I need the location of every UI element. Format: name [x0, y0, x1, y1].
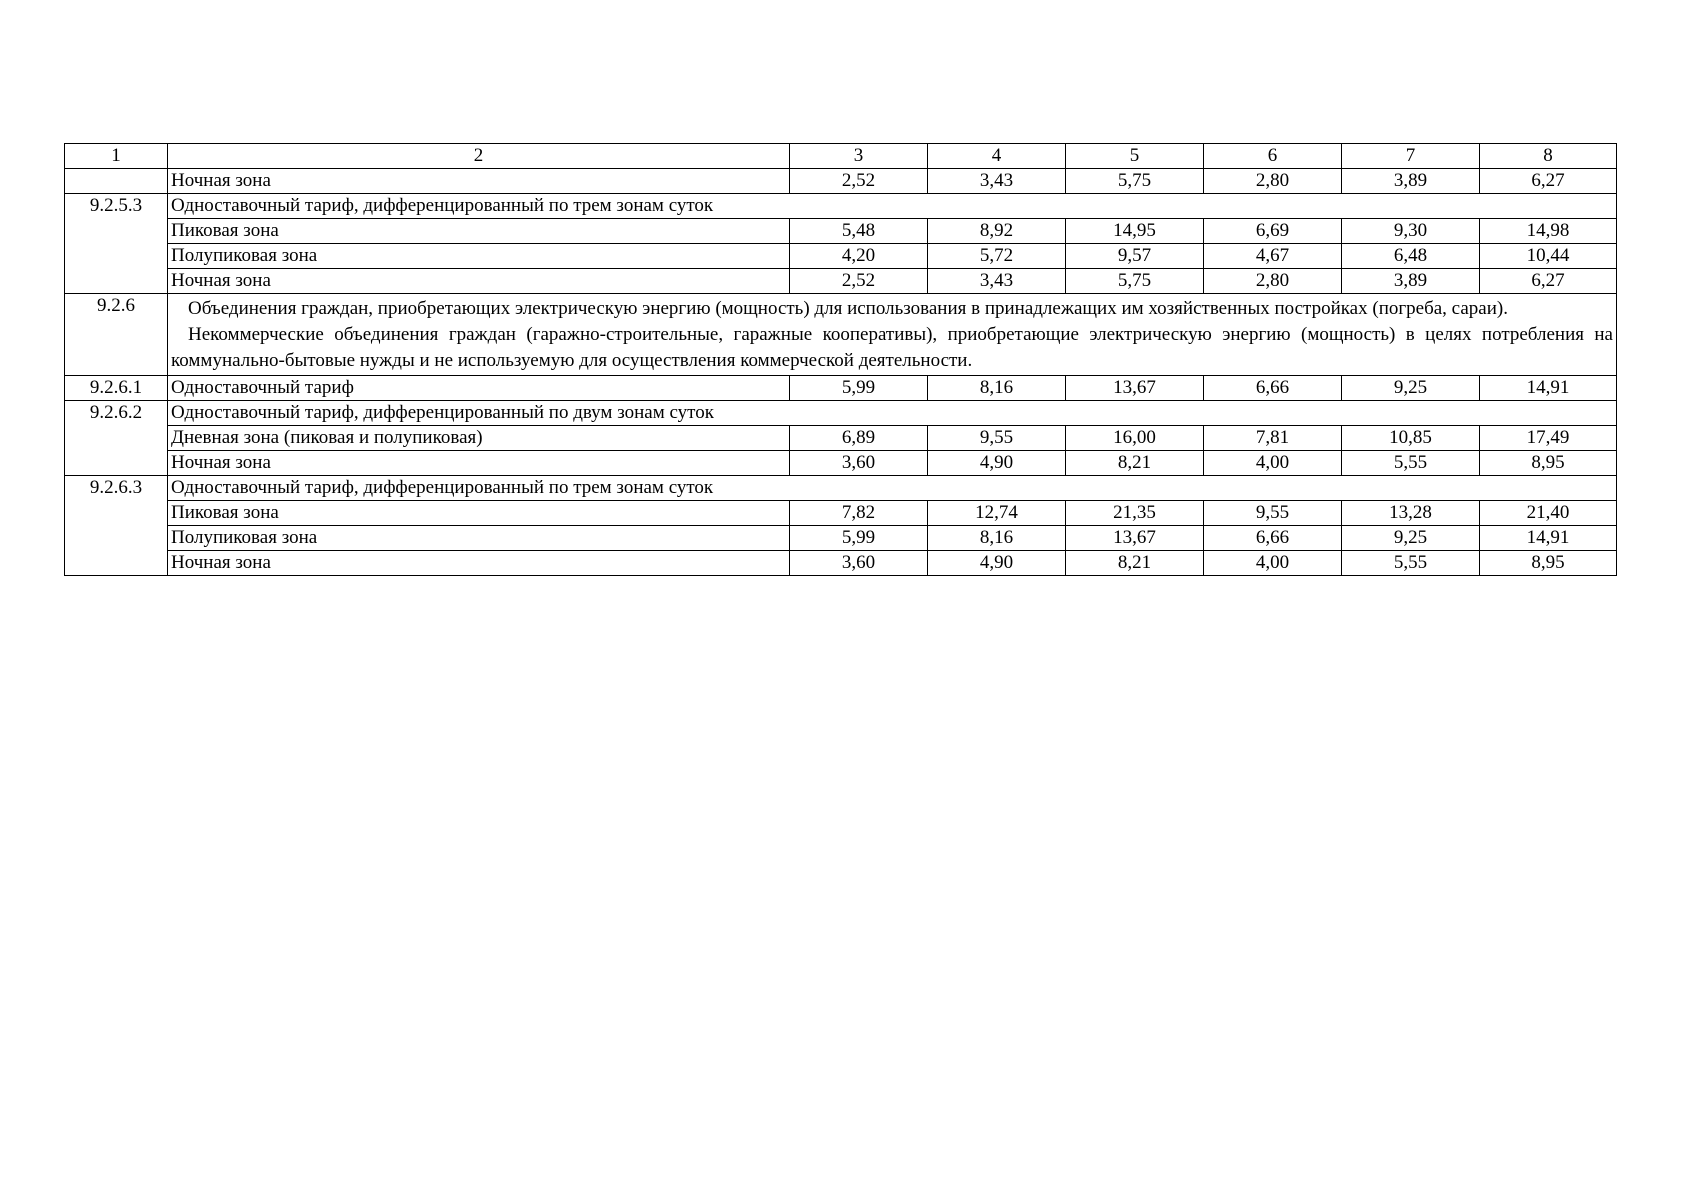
- column-number-row: [65, 144, 1617, 169]
- tariff-value: 21,35: [1066, 501, 1204, 526]
- tariff-value: 6,89: [790, 426, 928, 451]
- tariff-value: 8,16: [928, 526, 1066, 551]
- tariff-value: 9,55: [1204, 501, 1342, 526]
- column-number: 8: [1480, 144, 1617, 169]
- tariff-value: 5,48: [790, 219, 928, 244]
- tariff-value: 9,57: [1066, 244, 1204, 269]
- table-row: [65, 219, 1617, 244]
- tariff-value: 3,89: [1342, 169, 1480, 194]
- tariff-value: 8,21: [1066, 551, 1204, 576]
- tariff-value: 7,81: [1204, 426, 1342, 451]
- row-label: Пиковая зона: [168, 219, 790, 244]
- tariff-value: 4,90: [928, 551, 1066, 576]
- section-code: 9.2.6: [65, 294, 168, 376]
- tariff-value: 10,85: [1342, 426, 1480, 451]
- tariff-value: 6,66: [1204, 376, 1342, 401]
- tariff-value: 2,80: [1204, 169, 1342, 194]
- table-row: [65, 376, 1617, 401]
- tariff-value: 12,74: [928, 501, 1066, 526]
- row-label: Ночная зона: [168, 169, 790, 194]
- tariff-value: 4,00: [1204, 551, 1342, 576]
- tariff-value: 10,44: [1480, 244, 1617, 269]
- section-title-row: [65, 194, 1617, 219]
- tariff-value: 4,67: [1204, 244, 1342, 269]
- tariff-value: 5,75: [1066, 169, 1204, 194]
- tariff-value: 14,91: [1480, 526, 1617, 551]
- section-code: 9.2.6.3: [65, 476, 168, 576]
- description-paragraph: Некоммерческие объединения граждан (гаражно-строительные, гаражные кооперативы), приобретающие электрическую энергию (мощность) в целях потребления на коммунально-бытовые нужды и не используемую для осуществления коммерческой деятельности.: [171, 324, 1613, 371]
- tariff-value: 4,90: [928, 451, 1066, 476]
- column-number: 4: [928, 144, 1066, 169]
- tariff-value: 9,30: [1342, 219, 1480, 244]
- tariff-value: 6,27: [1480, 269, 1617, 294]
- tariff-value: 6,66: [1204, 526, 1342, 551]
- tariff-value: 14,91: [1480, 376, 1617, 401]
- tariff-value: 3,43: [928, 269, 1066, 294]
- column-number: 3: [790, 144, 928, 169]
- table-row: [65, 526, 1617, 551]
- section-title-row: [65, 476, 1617, 501]
- tariff-value: 6,69: [1204, 219, 1342, 244]
- tariff-value: 8,95: [1480, 451, 1617, 476]
- section-description-row: [65, 294, 1617, 376]
- tariff-value: 5,72: [928, 244, 1066, 269]
- tariff-value: 13,28: [1342, 501, 1480, 526]
- section-title: Одноставочный тариф, дифференцированный по трем зонам суток: [168, 194, 1617, 219]
- row-label: Ночная зона: [168, 269, 790, 294]
- table-row: [65, 169, 1617, 194]
- table-row: [65, 501, 1617, 526]
- row-label: Полупиковая зона: [168, 244, 790, 269]
- row-code-empty: [65, 169, 168, 194]
- tariff-value: 14,98: [1480, 219, 1617, 244]
- table-row: [65, 244, 1617, 269]
- tariff-value: 8,16: [928, 376, 1066, 401]
- tariff-value: 16,00: [1066, 426, 1204, 451]
- column-number: 7: [1342, 144, 1480, 169]
- table-row: [65, 551, 1617, 576]
- row-label: Пиковая зона: [168, 501, 790, 526]
- tariff-value: 5,55: [1342, 451, 1480, 476]
- tariff-value: 2,52: [790, 269, 928, 294]
- tariff-value: 2,80: [1204, 269, 1342, 294]
- tariff-value: 14,95: [1066, 219, 1204, 244]
- description-paragraph: Объединения граждан, приобретающих электрическую энергию (мощность) для использования в принадлежащих им хозяйственных постройках (погреба, сараи).: [188, 298, 1508, 319]
- tariff-value: 8,92: [928, 219, 1066, 244]
- table-row: [65, 269, 1617, 294]
- tariff-value: 21,40: [1480, 501, 1617, 526]
- tariff-value: 17,49: [1480, 426, 1617, 451]
- tariff-value: 5,55: [1342, 551, 1480, 576]
- tariff-value: 8,21: [1066, 451, 1204, 476]
- row-label: Одноставочный тариф: [168, 376, 790, 401]
- tariff-value: 13,67: [1066, 376, 1204, 401]
- row-label: Ночная зона: [168, 551, 790, 576]
- tariff-value: 3,60: [790, 451, 928, 476]
- table-row: [65, 426, 1617, 451]
- tariff-value: 9,25: [1342, 526, 1480, 551]
- row-label: Полупиковая зона: [168, 526, 790, 551]
- row-label: Дневная зона (пиковая и полупиковая): [168, 426, 790, 451]
- tariff-table: [64, 143, 1617, 576]
- tariff-value: 2,52: [790, 169, 928, 194]
- document-page: [64, 143, 1616, 576]
- section-code: 9.2.5.3: [65, 194, 168, 294]
- column-number: 2: [168, 144, 790, 169]
- tariff-value: 4,00: [1204, 451, 1342, 476]
- tariff-value: 5,99: [790, 376, 928, 401]
- section-code: 9.2.6.2: [65, 401, 168, 476]
- tariff-value: 3,89: [1342, 269, 1480, 294]
- column-number: 1: [65, 144, 168, 169]
- row-label: Ночная зона: [168, 451, 790, 476]
- column-number: 5: [1066, 144, 1204, 169]
- section-title: Одноставочный тариф, дифференцированный по двум зонам суток: [168, 401, 1617, 426]
- tariff-value: 5,75: [1066, 269, 1204, 294]
- tariff-value: 6,48: [1342, 244, 1480, 269]
- tariff-value: 13,67: [1066, 526, 1204, 551]
- section-description: [168, 294, 1617, 376]
- tariff-value: 7,82: [790, 501, 928, 526]
- tariff-value: 4,20: [790, 244, 928, 269]
- tariff-value: 9,55: [928, 426, 1066, 451]
- tariff-value: 5,99: [790, 526, 928, 551]
- section-title-row: [65, 401, 1617, 426]
- table-row: [65, 451, 1617, 476]
- section-code: 9.2.6.1: [65, 376, 168, 401]
- tariff-value: 8,95: [1480, 551, 1617, 576]
- section-title: Одноставочный тариф, дифференцированный по трем зонам суток: [168, 476, 1617, 501]
- column-number: 6: [1204, 144, 1342, 169]
- tariff-value: 6,27: [1480, 169, 1617, 194]
- tariff-value: 3,43: [928, 169, 1066, 194]
- tariff-value: 9,25: [1342, 376, 1480, 401]
- tariff-value: 3,60: [790, 551, 928, 576]
